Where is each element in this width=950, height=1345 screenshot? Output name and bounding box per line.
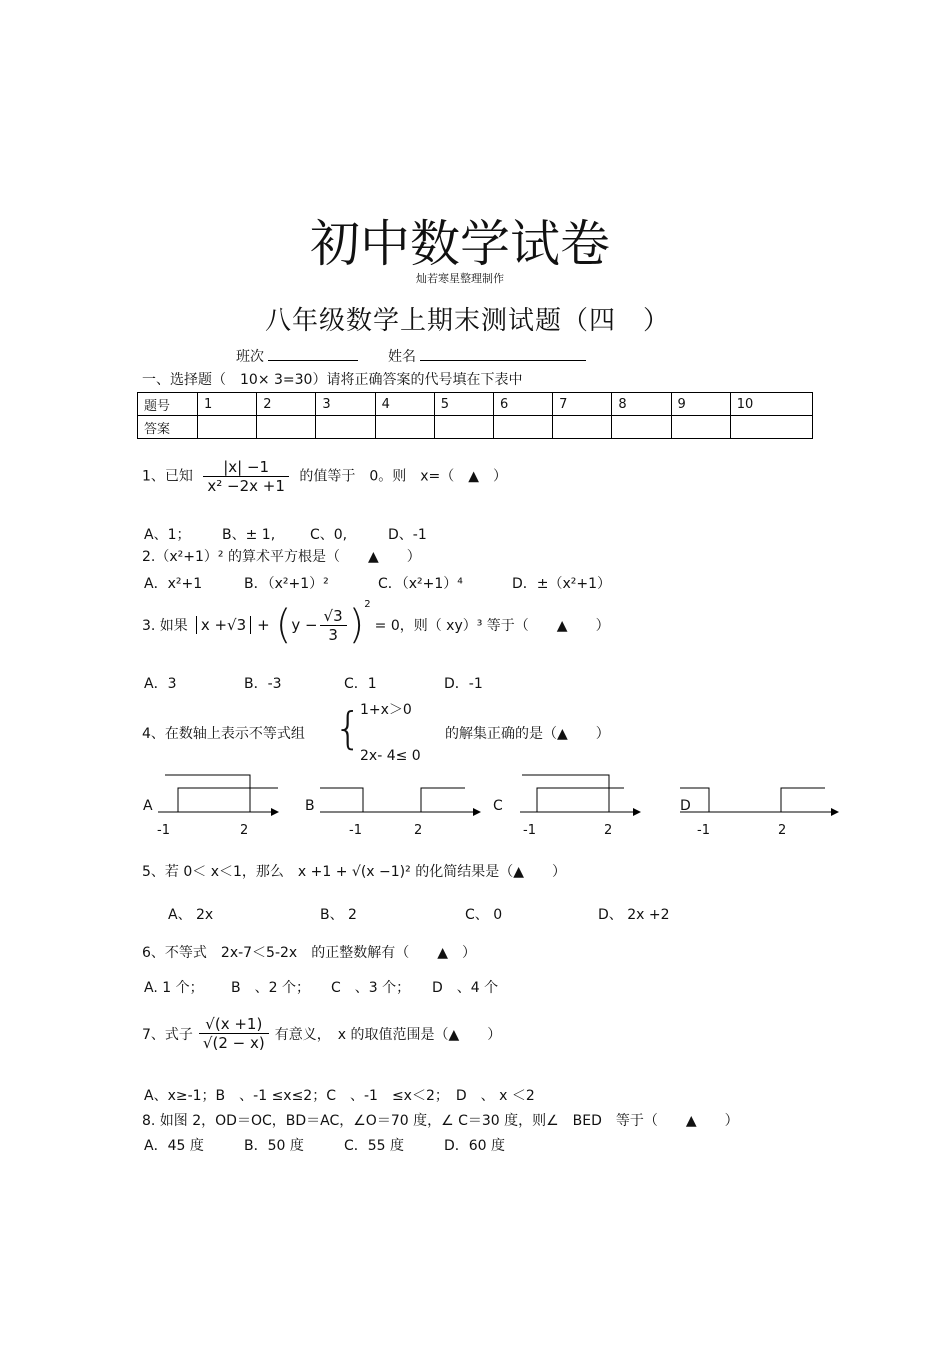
q7-options: A、x≥-1；B 、-1 ≤x≤2；C 、-1 ≤x＜2； D 、 x ＜2 bbox=[144, 1088, 535, 1104]
q4-choice-a: A bbox=[143, 798, 153, 814]
q4-inequality-1: 1+x＞0 bbox=[360, 702, 412, 718]
question-8: 8. 如图 2，OD＝OC，BD＝AC，∠O＝70 度，∠ C＝30 度，则∠ BED 等于（ ▲ ） bbox=[142, 1113, 739, 1129]
table-cell: 5 bbox=[434, 393, 493, 416]
q7-numerator: √(x +1) bbox=[199, 1015, 269, 1034]
q3-option-b: B．-3 bbox=[244, 676, 282, 692]
q4-choice-b: B bbox=[305, 798, 315, 814]
credit-line: 灿若寒星整理制作 bbox=[416, 272, 504, 285]
question-6: 6、不等式 2x-7＜5-2x 的正整数解有（ ▲ ） bbox=[142, 945, 476, 961]
q8-option-d: D．60 度 bbox=[444, 1138, 506, 1154]
table-cell: 8 bbox=[612, 393, 671, 416]
q5-option-b: B、 2 bbox=[320, 907, 357, 923]
q3-option-a: A．3 bbox=[144, 676, 177, 692]
q3-option-c: C．1 bbox=[344, 676, 377, 692]
q2-option-a: A．x²+1 bbox=[144, 576, 203, 592]
q4-brace: { bbox=[334, 703, 362, 754]
line-d-tick-left: -1 bbox=[697, 823, 710, 838]
exam-subtitle: 八年级数学上期末测试题（四 ） bbox=[264, 306, 670, 336]
number-line-b bbox=[320, 788, 480, 812]
q4-suffix: 的解集正确的是（▲ ） bbox=[445, 726, 610, 742]
question-5: 5、若 0＜ x＜1，那么 x +1 + √(x −1)² 的化简结果是（▲ ） bbox=[142, 864, 566, 880]
table-cell: 9 bbox=[671, 393, 730, 416]
line-c-tick-left: -1 bbox=[523, 823, 536, 838]
number-line-c bbox=[520, 775, 640, 812]
q7-denominator: √(2 − x) bbox=[202, 1034, 265, 1052]
page-title: 初中数学试卷 bbox=[310, 215, 610, 273]
q6-option-b: B 、2 个； bbox=[231, 980, 310, 996]
q5-option-d: D、 2x +2 bbox=[598, 907, 670, 923]
question-2: 2.（x²+1）² 的算术平方根是（ ▲ ） bbox=[142, 549, 421, 565]
q4-prefix: 4、在数轴上表示不等式组 bbox=[142, 726, 305, 742]
name-label: 姓名 bbox=[388, 349, 416, 365]
q5-option-a: A、 2x bbox=[168, 907, 214, 923]
q1-denominator: x² −2x +1 bbox=[207, 477, 285, 495]
table-cell: 1 bbox=[198, 393, 257, 416]
q1-suffix: 的值等于 0。则 x=（ ▲ ） bbox=[299, 468, 508, 485]
line-a-tick-right: 2 bbox=[240, 823, 249, 838]
q6-option-d: D 、4 个 bbox=[432, 980, 499, 996]
number-line-d bbox=[680, 788, 838, 812]
q1-numerator: |x| −1 bbox=[203, 458, 289, 477]
class-label: 班次 bbox=[236, 349, 264, 365]
q8-option-a: A．45 度 bbox=[144, 1138, 204, 1154]
q3-plus: + bbox=[257, 616, 270, 634]
table-header-cell: 答案 bbox=[138, 416, 198, 439]
q8-option-c: C．55 度 bbox=[344, 1138, 405, 1154]
q3-right-paren: ) bbox=[348, 602, 365, 648]
line-c-tick-right: 2 bbox=[604, 823, 613, 838]
q8-option-b: B．50 度 bbox=[244, 1138, 304, 1154]
q1-option-b: B、± 1, bbox=[222, 527, 276, 543]
q3-frac-num: √3 bbox=[320, 607, 347, 626]
line-d-tick-right: 2 bbox=[778, 823, 787, 838]
q7-suffix: 有意义， x 的取值范围是（▲ ） bbox=[274, 1026, 502, 1043]
q1-option-c: C、0, bbox=[310, 527, 348, 543]
q1-prefix: 1、已知 bbox=[142, 468, 193, 485]
line-b-tick-left: -1 bbox=[349, 823, 362, 838]
q3-option-d: D．-1 bbox=[444, 676, 483, 692]
q3-equation-suffix: = 0，则（ xy）³ 等于（ ▲ ） bbox=[374, 618, 610, 634]
q3-left-paren: ( bbox=[275, 602, 292, 648]
q5-option-c: C、 0 bbox=[465, 907, 503, 923]
q1-option-a: A、1； bbox=[144, 527, 191, 543]
line-a-tick-left: -1 bbox=[157, 823, 170, 838]
question-7 bbox=[142, 1015, 501, 1052]
q3-frac-den: 3 bbox=[328, 625, 338, 644]
table-cell: 7 bbox=[553, 393, 612, 416]
q4-choice-c: C bbox=[493, 798, 503, 814]
q3-prefix: 3. 如果 bbox=[142, 618, 188, 634]
q3-absolute-value: x +√3 bbox=[196, 616, 251, 634]
q3-power: 2 bbox=[364, 599, 371, 610]
q1-option-d: D、-1 bbox=[388, 527, 427, 543]
section-heading: 一、选择题（ 10× 3=30）请将正确答案的代号填在下表中 bbox=[142, 372, 523, 388]
q3-paren-expr: y − bbox=[291, 616, 318, 634]
table-cell: 6 bbox=[493, 393, 552, 416]
q7-prefix: 7、式子 bbox=[142, 1026, 193, 1043]
table-cell: 2 bbox=[257, 393, 316, 416]
q4-inequality-2: 2x- 4≤ 0 bbox=[360, 748, 421, 764]
q2-option-b: B．（x²+1）² bbox=[244, 576, 329, 592]
table-cell: 10 bbox=[730, 393, 812, 416]
table-cell: 3 bbox=[316, 393, 375, 416]
q2-option-d: D．±（x²+1） bbox=[512, 576, 612, 592]
line-b-tick-right: 2 bbox=[414, 823, 423, 838]
q4-choice-d: D bbox=[680, 798, 691, 814]
q2-option-c: C．（x²+1）⁴ bbox=[378, 576, 463, 592]
table-header-cell: 题号 bbox=[138, 393, 198, 416]
number-line-a bbox=[158, 775, 278, 812]
table-cell: 4 bbox=[375, 393, 434, 416]
q6-option-c: C 、3 个； bbox=[331, 980, 411, 996]
q6-option-a: A. 1 个； bbox=[144, 980, 204, 996]
q7-fraction bbox=[199, 1015, 269, 1052]
